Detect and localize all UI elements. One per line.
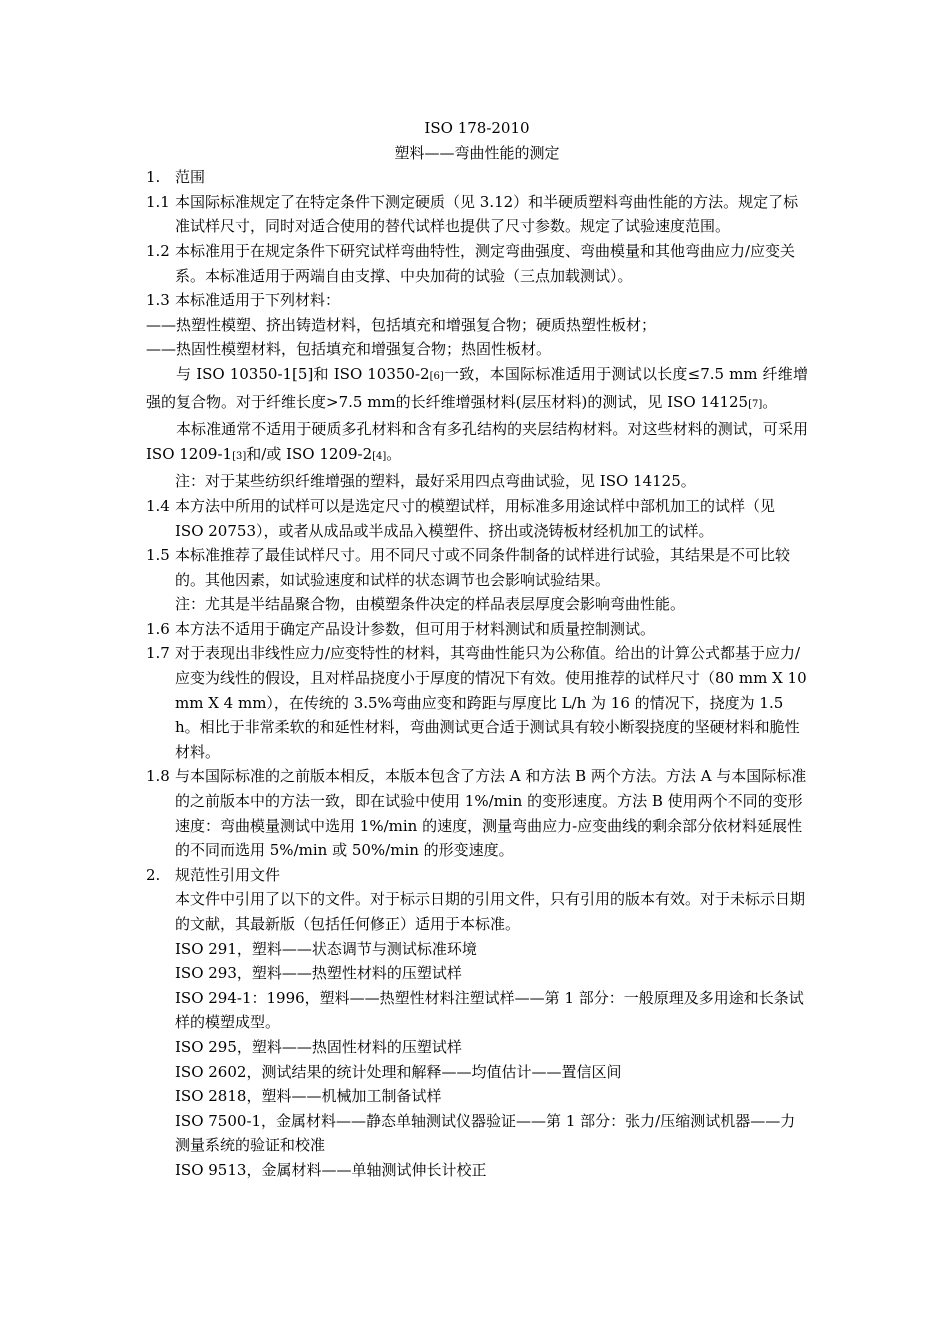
clause-text: 与本国际标准的之前版本相反，本版本包含了方法 A 和方法 B 两个方法。方法 A 与本国际标准的之前版本中的方法一致，即在试验中使用 1%/min 的变形速度。方法 B 使用两个不同的变形速度：弯曲模量测试中选用 1%/min 的速度，测量弯曲应力-应变曲线的剩余部分依材料延展性的不同而选用 5%/min 或 50%/min 的形变速度。 [175, 767, 807, 860]
clause-text: 本方法不适用于确定产品设计参数，但可用于材料测试和质量控制测试。 [175, 619, 656, 638]
clause-text: 本标准用于在规定条件下研究试样弯曲特性，测定弯曲强度、弯曲模量和其他弯曲应力/应变关系。本标准适用于两端自由支撑、中央加荷的试验（三点加载测试）。 [175, 241, 796, 285]
text-run: 一致，本国际标准适用于测试以长度≤7.5 mm 纤维增强的复合物。对于纤维长度>7.5 mm的长纤维增强材料(层压材料)的测试，见 ISO 14125 [146, 364, 808, 411]
reference-item: ISO 7500-1，金属材料——静态单轴测试仪器验证——第 1 部分：张力/压缩测试机器——力测量系统的验证和校准 [175, 1111, 796, 1155]
text-run: 。 [386, 444, 402, 463]
citation-ref: [7] [748, 398, 763, 410]
clause-number: 1.6 [146, 619, 170, 638]
list-item-thermoplastic: ——热塑性模塑、挤出铸造材料，包括填充和增强复合物；硬质热塑性板材； [146, 315, 657, 334]
section-heading-text: 范围 [175, 168, 206, 187]
clause-text: 对于表现出非线性应力/应变特性的材料，其弯曲性能只为公称值。给出的计算公式都基于应力/应变为线性的假设，且对样品挠度小于厚度的情况下有效。使用推荐的试样尺寸（80 mm X 10 mm X 4 mm），在传统的 3.5%弯曲应变和跨距与厚度比 L/h 为 16 的情况下，挠度为 1.5 h。相比于非常柔软的和延性材料，弯曲测试更合适于测试具有较小断裂挠度的坚硬材料和脆性材料。 [175, 644, 807, 761]
reference-item: ISO 291，塑料——状态调节与测试标准环境 [175, 939, 477, 958]
paragraph-cellular-materials [146, 417, 808, 469]
clause-text: 本标准适用于下列材料： [175, 291, 341, 310]
section-number: 1. [146, 168, 161, 187]
clause-1-6 [146, 617, 808, 642]
text-run: 本标准通常不适用于硬质多孔材料和含有多孔结构的夹层结构材料。对这些材料的测试，可采用 ISO 1209-1 [146, 420, 808, 463]
note-semicrystalline: 注：尤其是半结晶聚合物，由模塑条件决定的样品表层厚度会影响弯曲性能。 [175, 595, 686, 614]
clause-number: 1.7 [146, 644, 170, 663]
text-run: 与 ISO 10350-1[5]和 ISO 10350-2 [176, 364, 430, 383]
clause-number: 1.1 [146, 192, 170, 211]
citation-ref: [3] [232, 450, 247, 462]
citation-ref: [4] [372, 450, 387, 462]
normative-intro: 本文件中引用了以下的文件。对于标示日期的引用文件，只有引用的版本有效。对于未标示日期的文献，其最新版（包括任何修正）适用于本标准。 [175, 890, 806, 933]
clause-1-5 [146, 543, 808, 592]
reference-item: ISO 293，塑料——热塑性材料的压塑试样 [175, 964, 462, 983]
section-heading-text: 规范性引用文件 [175, 865, 281, 884]
reference-item: ISO 295，塑料——热固性材料的压塑试样 [175, 1037, 462, 1056]
clause-1-4 [146, 494, 808, 543]
clause-number: 1.2 [146, 241, 170, 260]
clause-1-8 [146, 764, 808, 862]
clause-text: 本方法中所用的试样可以是选定尺寸的模塑试样，用标准多用途试样中部机加工的试样（见 ISO 20753），或者从成品或半成品入模塑件、挤出或浇铸板材经机加工的试样。 [175, 496, 776, 540]
list-item-thermoset: ——热固性模塑材料，包括填充和增强复合物；热固性板材。 [146, 340, 552, 359]
document-page [146, 116, 808, 1183]
clause-1-7 [146, 641, 808, 764]
clause-number: 1.8 [146, 767, 170, 786]
paragraph-fiber-reinforced [146, 362, 808, 417]
section-1-heading [146, 165, 808, 190]
clause-text: 本国际标准规定了在特定条件下测定硬质（见 3.12）和半硬质塑料弯曲性能的方法。规定了标准试样尺寸，同时对适合使用的替代试样也提供了尺寸参数。规定了试验速度范围。 [175, 192, 799, 236]
reference-item: ISO 294-1：1996，塑料——热塑性材料注塑试样——第 1 部分：一般原理及多用途和长条试样的模塑成型。 [175, 988, 804, 1032]
clause-1-3 [146, 288, 808, 313]
section-2-heading [146, 863, 808, 888]
citation-ref: [6] [429, 370, 444, 382]
document-id: ISO 178-2010 [424, 119, 530, 137]
reference-item: ISO 2602，测试结果的统计处理和解释——均值估计——置信区间 [175, 1062, 622, 1081]
clause-number: 1.5 [146, 546, 170, 565]
clause-number: 1.4 [146, 496, 170, 515]
clause-1-2 [146, 239, 808, 288]
clause-1-1 [146, 190, 808, 239]
text-run: 。 [762, 392, 778, 411]
note-textile-fiber: 注：对于某些纺织纤维增强的塑料，最好采用四点弯曲试验，见 ISO 14125。 [175, 472, 696, 491]
reference-item: ISO 2818，塑料——机械加工制备试样 [175, 1087, 442, 1106]
clause-text: 本标准推荐了最佳试样尺寸。用不同尺寸或不同条件制备的试样进行试验，其结果是不可比较的。其他因素，如试验速度和试样的状态调节也会影响试验结果。 [175, 546, 791, 589]
reference-item: ISO 9513，金属材料——单轴测试伸长计校正 [175, 1160, 487, 1179]
clause-number: 1.3 [146, 291, 170, 310]
section-number: 2. [146, 865, 161, 884]
text-run: 和/或 ISO 1209-2 [246, 444, 373, 463]
document-title: 塑料——弯曲性能的测定 [394, 143, 560, 162]
